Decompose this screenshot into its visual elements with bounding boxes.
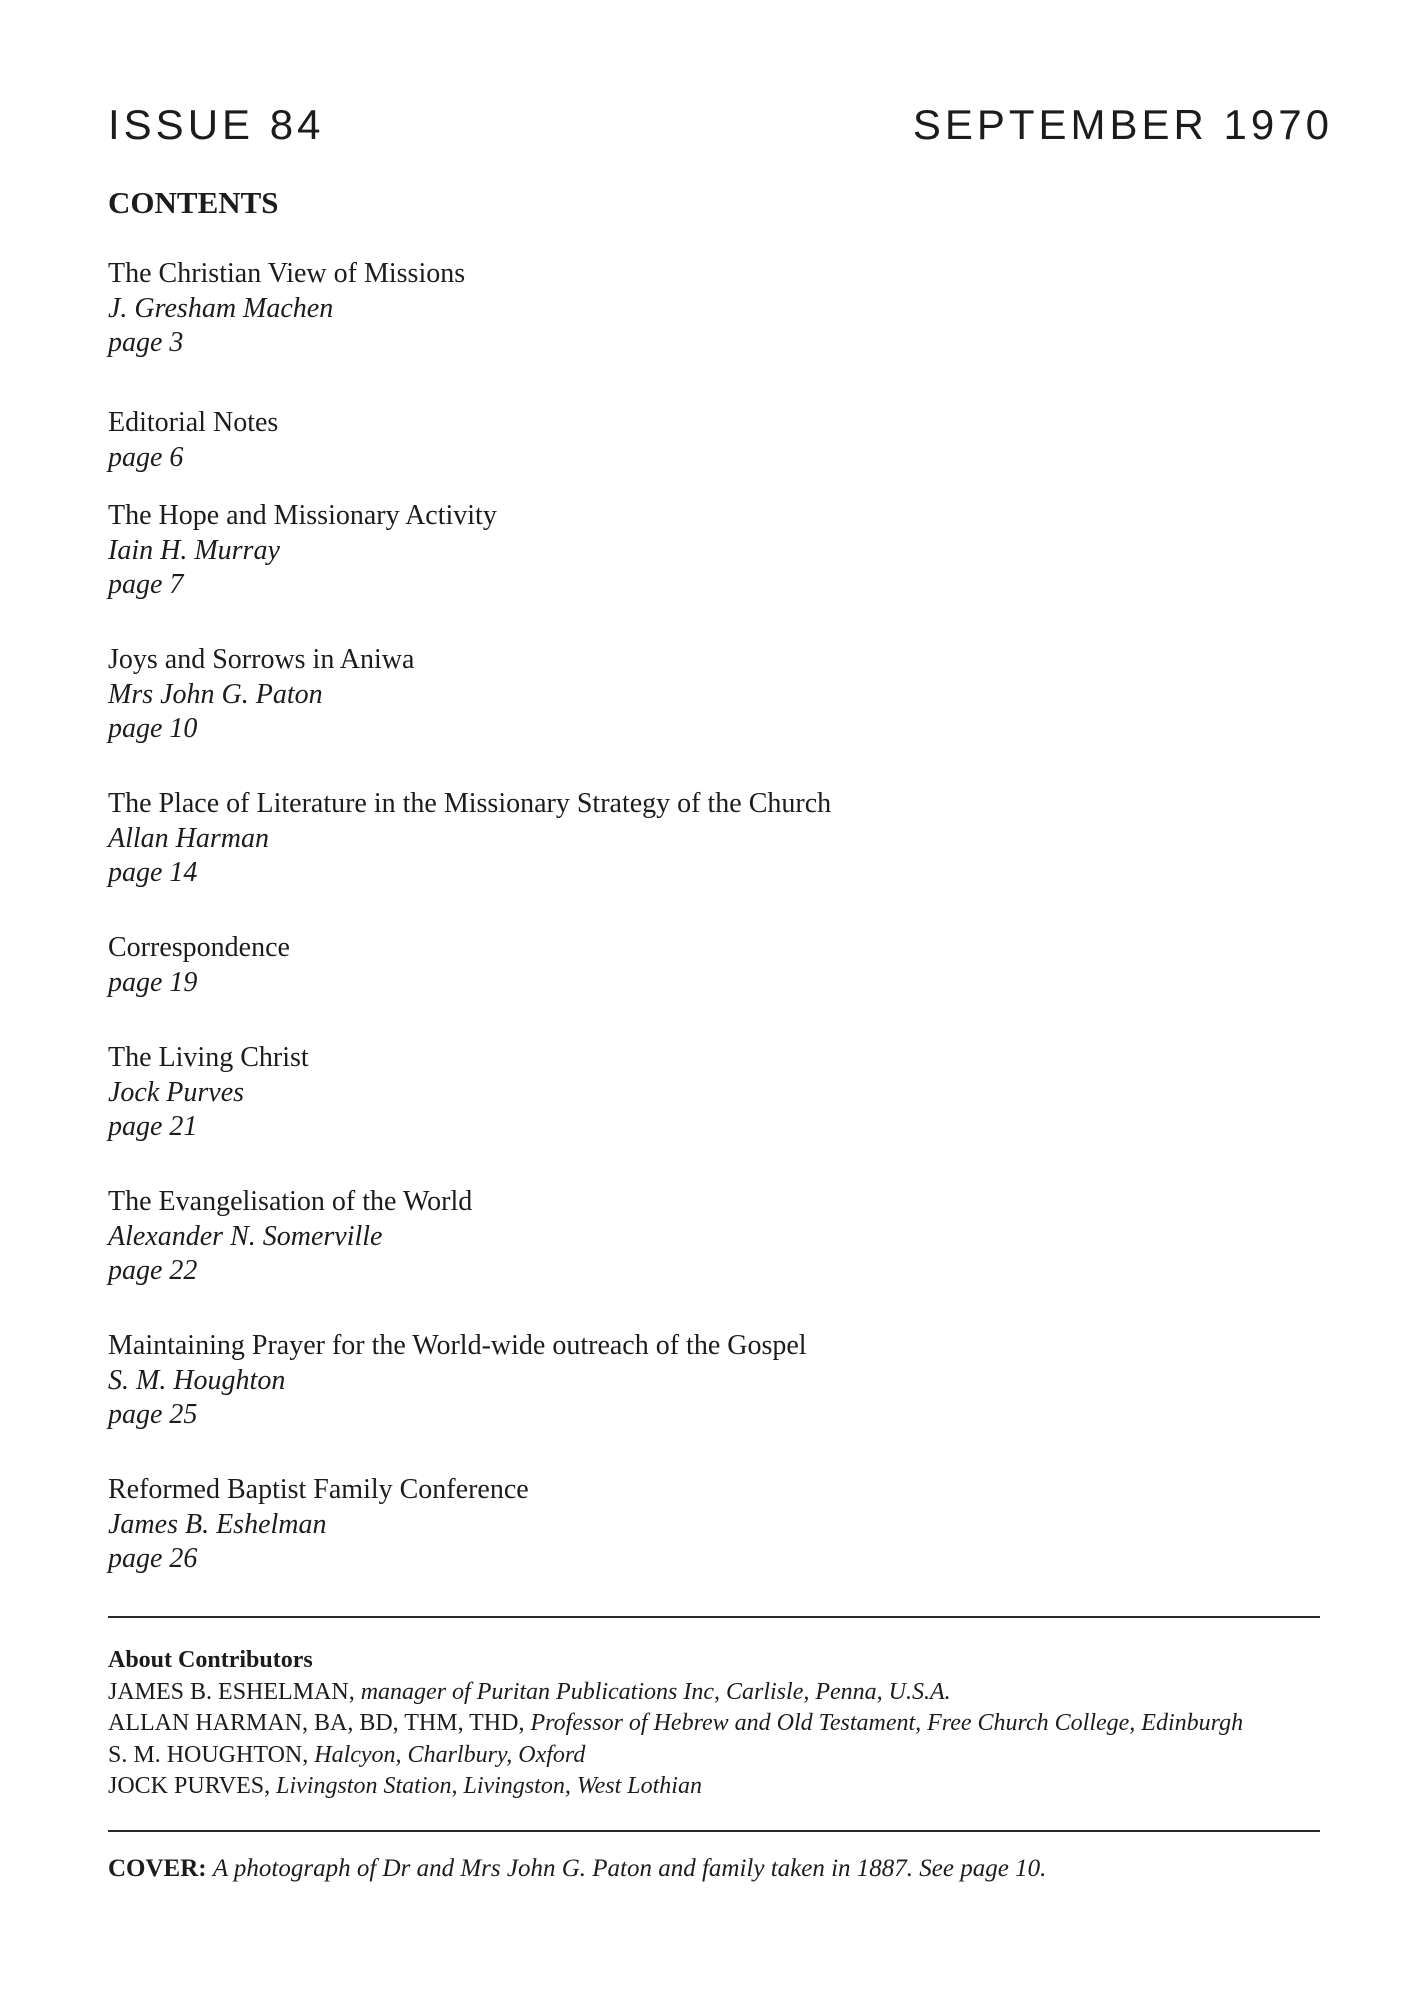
contents-entry[interactable] bbox=[108, 930, 1320, 1040]
contents-entry[interactable] bbox=[108, 256, 1320, 405]
entry-title[interactable]: Correspondence bbox=[108, 932, 290, 963]
contributor-name: ALLAN HARMAN, BA, BD, THM, THD, bbox=[108, 1710, 525, 1736]
entry-author: Allan Harman bbox=[108, 823, 269, 854]
entry-author: James B. Eshelman bbox=[108, 1509, 327, 1540]
issue-number: ISSUE 84 bbox=[108, 101, 325, 148]
contributor-name: JAMES B. ESHELMAN, bbox=[108, 1678, 355, 1705]
entry-title[interactable]: Maintaining Prayer for the World-wide outreach of the Gospel bbox=[108, 1330, 807, 1361]
contents-entry[interactable] bbox=[108, 498, 1320, 642]
entry-page: page 7 bbox=[108, 569, 184, 600]
contents-entry[interactable] bbox=[108, 642, 1320, 786]
contributor-desc: Livingston Station, Livingston, West Lothian bbox=[276, 1773, 702, 1799]
about-contributors bbox=[108, 1645, 1338, 1803]
contributor-desc: Professor of Hebrew and Old Testament, Free Church College, Edinburgh bbox=[530, 1710, 1244, 1736]
contents-entry[interactable] bbox=[108, 1472, 1320, 1582]
entry-title[interactable]: The Place of Literature in the Missionary Strategy of the Church bbox=[108, 788, 832, 819]
about-heading: About Contributors bbox=[108, 1647, 313, 1673]
entry-page: page 19 bbox=[108, 967, 198, 998]
contributor-desc: manager of Puritan Publications Inc, Carlisle, Penna, U.S.A. bbox=[360, 1678, 951, 1705]
entry-author: Mrs John G. Paton bbox=[108, 679, 323, 710]
entry-page: page 22 bbox=[108, 1255, 198, 1286]
entry-page: page 3 bbox=[108, 327, 184, 358]
entry-title[interactable]: Reformed Baptist Family Conference bbox=[108, 1474, 529, 1505]
entry-title[interactable]: The Hope and Missionary Activity bbox=[108, 500, 497, 531]
entry-author: Alexander N. Somerville bbox=[108, 1221, 383, 1252]
contents-entry[interactable] bbox=[108, 1040, 1320, 1184]
entry-page: page 25 bbox=[108, 1399, 198, 1430]
cover-text: A photograph of Dr and Mrs John G. Paton and family taken in 1887. See page 10. bbox=[212, 1855, 1047, 1882]
entry-title[interactable]: Joys and Sorrows in Aniwa bbox=[108, 644, 415, 675]
contents-entry[interactable] bbox=[108, 1328, 1320, 1472]
contributor-name: JOCK PURVES, bbox=[108, 1773, 271, 1799]
entry-page: page 6 bbox=[108, 442, 184, 473]
issue-date: SEPTEMBER 1970 bbox=[912, 101, 1333, 148]
contributor-desc: Halcyon, Charlbury, Oxford bbox=[314, 1741, 586, 1768]
contents-entry[interactable] bbox=[108, 405, 1320, 498]
cover-note bbox=[108, 1852, 1320, 1886]
contributor-line bbox=[108, 1708, 1338, 1740]
divider bbox=[108, 1830, 1320, 1832]
entry-author: Jock Purves bbox=[108, 1077, 245, 1108]
contents-entry[interactable] bbox=[108, 786, 1320, 930]
contributor-line bbox=[108, 1771, 1338, 1803]
entry-title[interactable]: The Christian View of Missions bbox=[108, 258, 466, 289]
entry-page: page 10 bbox=[108, 713, 198, 744]
contributor-name: S. M. HOUGHTON, bbox=[108, 1741, 309, 1768]
contents-heading: CONTENTS bbox=[108, 185, 279, 220]
cover-label: COVER: bbox=[108, 1855, 207, 1882]
entry-author: Iain H. Murray bbox=[108, 535, 280, 566]
entry-author: J. Gresham Machen bbox=[108, 293, 334, 324]
contributor-line bbox=[108, 1740, 1338, 1772]
entry-page: page 14 bbox=[108, 857, 198, 888]
entry-title[interactable]: Editorial Notes bbox=[108, 407, 279, 438]
entry-page: page 21 bbox=[108, 1111, 198, 1142]
entry-author: S. M. Houghton bbox=[108, 1365, 286, 1396]
contents-page bbox=[108, 0, 1333, 2000]
contents-entry[interactable] bbox=[108, 1184, 1320, 1328]
entry-title[interactable]: The Evangelisation of the World bbox=[108, 1186, 473, 1217]
contributor-line bbox=[108, 1677, 1338, 1709]
contents-list bbox=[108, 256, 1320, 1582]
divider bbox=[108, 1616, 1320, 1618]
entry-page: page 26 bbox=[108, 1543, 198, 1574]
entry-title[interactable]: The Living Christ bbox=[108, 1042, 309, 1073]
